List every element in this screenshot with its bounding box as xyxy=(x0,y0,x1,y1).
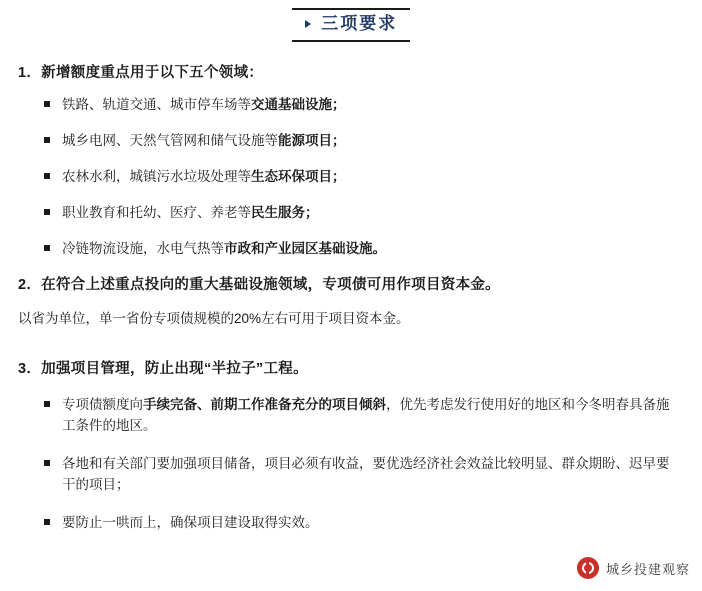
list-item-tail: ； xyxy=(305,205,319,220)
list-item-tail: ，优先考虑发行使用好的地区和今冬明春具备施工条件的地区。 xyxy=(62,397,670,433)
list-item xyxy=(44,512,680,533)
list-item-emphasis: 民生服务 xyxy=(251,205,305,220)
list-item xyxy=(44,94,680,115)
list-item-text: 农林水利，城镇污水垃圾处理等 xyxy=(62,169,251,184)
list-item-text: 冷链物流设施，水电气热等 xyxy=(62,241,224,256)
section-2-paragraph: 以省为单位，单一省份专项债规模的20%左右可用于项目资本金。 xyxy=(18,311,410,326)
list-item-emphasis: 交通基础设施 xyxy=(251,97,332,112)
list-item xyxy=(44,202,680,223)
title-rule-top xyxy=(292,8,410,10)
list-item-tail: ； xyxy=(332,169,346,184)
list-item-text: 职业教育和托幼、医疗、养老等 xyxy=(62,205,251,220)
list-item xyxy=(44,238,680,259)
list-item-text: 专项债额度向 xyxy=(62,397,143,412)
circle-brand-icon xyxy=(577,557,599,579)
list-item-tail: ； xyxy=(332,133,346,148)
document-content xyxy=(0,42,702,533)
section-2 xyxy=(18,274,680,330)
section-3-bullet-list xyxy=(18,394,680,533)
list-item-tail: ； xyxy=(332,97,346,112)
section-3-heading-text: 加强项目管理，防止出现“半拉子”工程。 xyxy=(41,361,308,377)
account-name: 城乡投建观察 xyxy=(605,561,690,577)
list-item-emphasis: 手续完备、前期工作准备充分的项目倾斜 xyxy=(143,397,386,412)
list-item-emphasis: 能源项目 xyxy=(278,133,332,148)
section-2-heading xyxy=(18,274,680,296)
list-item-emphasis: 生态环保项目 xyxy=(251,169,332,184)
title-section xyxy=(0,0,702,42)
list-item xyxy=(44,130,680,151)
section-1 xyxy=(18,62,680,259)
list-item-tail: 。 xyxy=(372,241,386,256)
list-item xyxy=(44,166,680,187)
title-rule-bottom xyxy=(292,40,410,42)
list-item xyxy=(44,453,680,495)
section-2-heading-text: 在符合上述重点投向的重大基础设施领域，专项债可用作项目资本金。 xyxy=(41,277,500,293)
page-title: 三项要求 xyxy=(321,14,398,33)
section-3-number: 3． xyxy=(18,361,42,377)
list-item-emphasis: 市政和产业园区基础设施 xyxy=(224,241,373,256)
section-1-heading-text: 新增额度重点用于以下五个领域： xyxy=(41,65,264,81)
account-badge[interactable] xyxy=(577,557,690,579)
list-item-text: 要防止一哄而上，确保项目建设取得实效。 xyxy=(62,515,319,530)
section-1-number: 1． xyxy=(18,65,42,81)
list-item xyxy=(44,394,680,436)
triangle-right-icon xyxy=(305,20,311,28)
section-1-heading xyxy=(18,62,680,84)
section-3-heading xyxy=(18,358,680,380)
list-item-text: 各地和有关部门要加强项目储备，项目必须有收益，要优选经济社会效益比较明显、群众期盼、迟早要干的项目； xyxy=(62,456,670,492)
section-2-number: 2． xyxy=(18,277,42,293)
section-3 xyxy=(18,358,680,533)
list-item-text: 铁路、轨道交通、城市停车场等 xyxy=(62,97,251,112)
title-box xyxy=(279,8,423,42)
list-item-text: 城乡电网、天然气管网和储气设施等 xyxy=(62,133,278,148)
section-1-bullet-list xyxy=(18,94,680,259)
